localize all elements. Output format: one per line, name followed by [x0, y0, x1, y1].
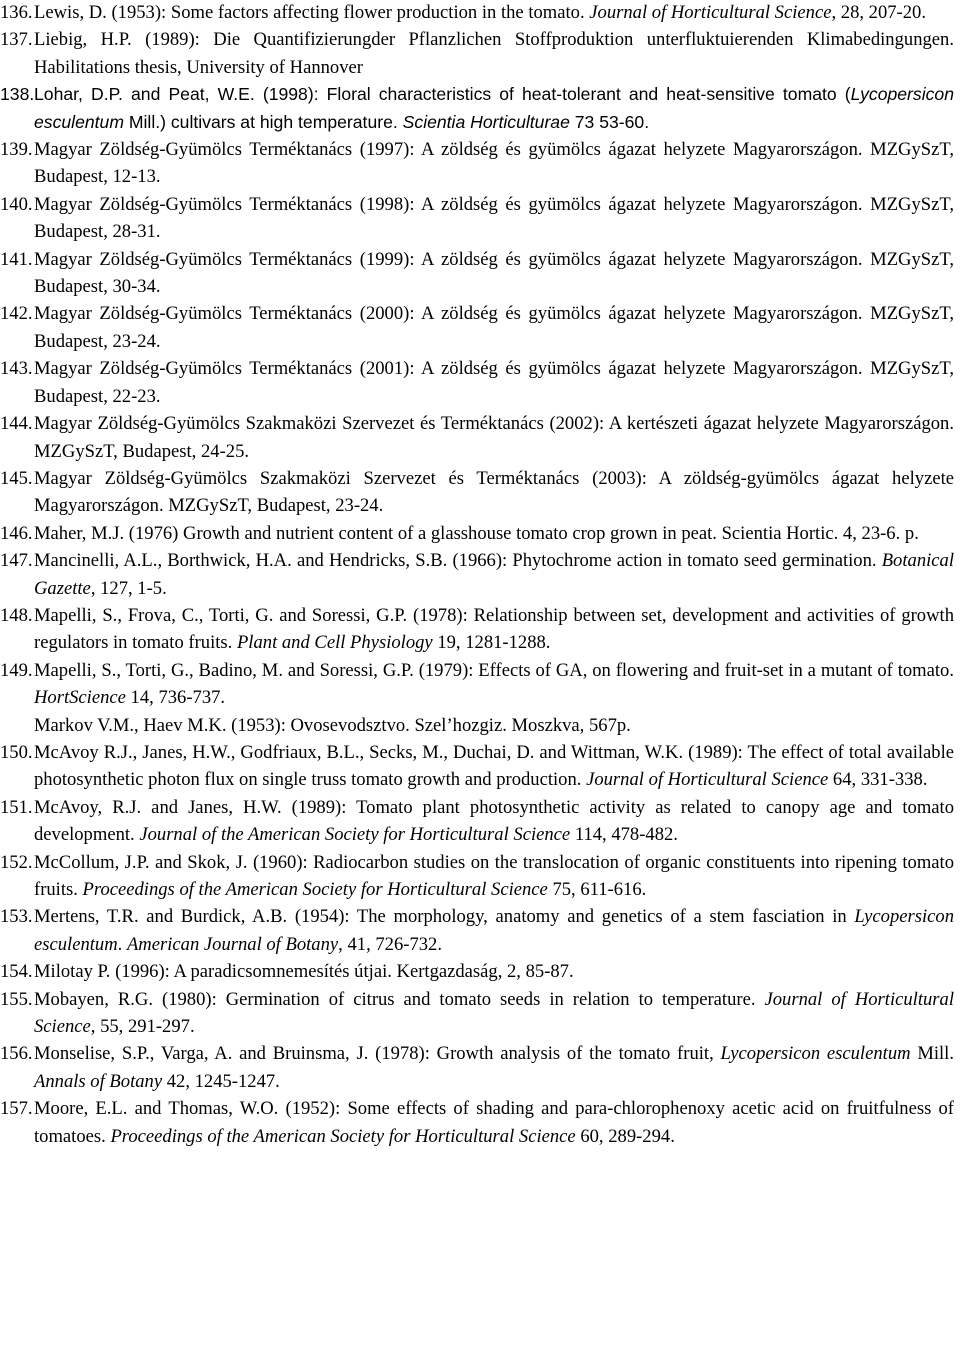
reference-number: 148. [0, 604, 33, 626]
reference-text: Magyar Zöldség-Gyümölcs Terméktanács (1999): A zöldség és gyümölcs ágazat helyzete Magyarországon. MZGySzT, Budapest, 30-34. [34, 248, 954, 298]
reference-text: , 28, 207-20. [831, 2, 926, 23]
reference-number: 137. [0, 29, 33, 51]
reference-title-italic: Proceedings of the American Society for Horticultural Science [110, 1125, 576, 1147]
reference-number: 150. [0, 741, 33, 763]
reference-entry [0, 903, 954, 958]
reference-title-italic: Journal of Horticultural Science [586, 769, 829, 791]
reference-text: . [117, 933, 127, 955]
reference-text: McCollum, J.P. and Skok, J. (1960): Radiocarbon studies on the translocation of organic constituents into ripening tomato fruits. [34, 851, 954, 900]
reference-text: Mertens, T.R. and Burdick, A.B. (1954): The morphology, anatomy and genetics of a stem fasciation in [34, 906, 855, 928]
reference-number: 156. [0, 1043, 33, 1065]
reference-number: 142. [0, 303, 33, 325]
reference-text: Magyar Zöldség-Gyümölcs Terméktanács (2001): A zöldség és gyümölcs ágazat helyzete Magyarországon. MZGySzT, Budapest, 22-23. [34, 358, 954, 407]
reference-text: Markov V.M., Haev M.K. (1953): Ovosevodsztvo. Szel’hozgiz. Moszkva, 567p. [34, 714, 631, 736]
reference-entry [0, 986, 954, 1041]
reference-number: 153. [0, 906, 33, 928]
reference-entry [0, 958, 954, 985]
reference-text: 73 53-60. [569, 111, 650, 132]
reference-text: 42, 1245-1247. [162, 1070, 280, 1092]
reference-number: 155. [0, 988, 33, 1010]
reference-entry [0, 26, 954, 81]
reference-entry [0, 657, 954, 712]
reference-number: 152. [0, 851, 33, 873]
reference-text: , 55, 291-297. [90, 1016, 195, 1038]
reference-entry [0, 136, 954, 191]
reference-text: Mapelli, S., Frova, C., Torti, G. and Soressi, G.P. (1978): Relationship between set, development and activities of growth regulators in tomato fruits. [34, 604, 954, 654]
reference-text: 14, 736-737. [125, 687, 226, 709]
reference-text: Milotay P. (1996): A paradicsomnemesítés útjai. Kertgazdaság, 2, 85-87. [34, 961, 574, 983]
reference-number: 146. [0, 522, 33, 544]
reference-text: 64, 331-338. [828, 769, 928, 791]
reference-title-italic: Plant and Cell Physiology [236, 632, 433, 654]
reference-entry [0, 300, 954, 355]
reference-text: 75, 611-616. [547, 879, 647, 900]
reference-text: Mobayen, R.G. (1980): Germination of citrus and tomato seeds in relation to temperature. [34, 988, 765, 1010]
reference-text: Mapelli, S., Torti, G., Badino, M. and Soressi, G.P. (1979): Effects of GA, on flowering and fruit-set in a mutant of tomato. [34, 659, 954, 681]
reference-number: 154. [0, 961, 33, 983]
reference-number: 147. [0, 550, 33, 572]
reference-entry [0, 520, 954, 547]
reference-number: 140. [0, 193, 33, 215]
reference-title-italic: Lycopersicon esculentum [720, 1043, 911, 1065]
reference-text: 19, 1281-1288. [432, 632, 551, 654]
reference-entry [0, 602, 954, 657]
reference-entry [0, 0, 954, 26]
reference-text: Magyar Zöldség-Gyümölcs Szakmaközi Szervezet és Terméktanács (2003): A zöldség-gyümölcs ágazat helyzete Magyarországon. MZGySzT, Budapest, 23-24. [34, 467, 954, 517]
reference-title-italic: Lycopersicon esculentum [34, 906, 954, 955]
reference-text: , 127, 1-5. [90, 577, 167, 599]
reference-entry [0, 794, 954, 849]
reference-text: Mancinelli, A.L., Borthwick, H.A. and Hendricks, S.B. (1966): Phytochrome action in tomato seed germination. [34, 550, 882, 572]
reference-entry [0, 81, 954, 136]
reference-number: 144. [0, 413, 33, 435]
reference-text: Lohar, D.P. and Peat, W.E. (1998): Floral characteristics of heat-tolerant and heat-sensitive tomato ( [34, 84, 851, 105]
reference-number: 157. [0, 1098, 33, 1120]
reference-entry [0, 191, 954, 246]
reference-entry [0, 410, 954, 465]
reference-text: Lewis, D. (1953): Some factors affecting flower production in the tomato. [34, 2, 590, 23]
reference-title-italic: Scientia Horticulturae [402, 111, 570, 132]
reference-entry [0, 1095, 954, 1150]
reference-number: 136. [0, 2, 33, 23]
reference-entry [0, 739, 954, 794]
reference-number: 141. [0, 248, 33, 270]
reference-entry [0, 465, 954, 520]
reference-number: 139. [0, 139, 33, 161]
reference-text: McAvoy, R.J. and Janes, H.W. (1989): Tomato plant photosynthetic activity as related to canopy age and tomato development. [34, 796, 954, 846]
reference-text: Liebig, H.P. (1989): Die Quantifizierungder Pflanzlichen Stoffproduktion unterfluktuierenden Klimabedingungen. Habilitations thesis, University of Hannover [34, 29, 954, 78]
reference-entry [0, 849, 954, 904]
reference-entry [0, 547, 954, 602]
reference-entry [0, 246, 954, 301]
reference-text: 114, 478-482. [570, 824, 678, 846]
reference-text: Magyar Zöldség-Gyümölcs Terméktanács (1997): A zöldség és gyümölcs ágazat helyzete Magyarországon. MZGySzT, Budapest, 12-13. [34, 139, 954, 188]
reference-text: 60, 289-294. [575, 1125, 675, 1147]
reference-number: 143. [0, 358, 33, 380]
reference-number: 138. [0, 84, 35, 105]
reference-title-italic: Lycopersicon esculentum [34, 84, 954, 132]
reference-title-italic: American Journal of Botany [126, 933, 339, 955]
reference-text: Magyar Zöldség-Gyümölcs Terméktanács (2000): A zöldség és gyümölcs ágazat helyzete Magyarországon. MZGySzT, Budapest, 23-24. [34, 303, 954, 352]
reference-number: 145. [0, 467, 33, 489]
reference-entry [0, 1040, 954, 1095]
reference-title-italic: Proceedings of the American Society for Horticultural Science [82, 879, 548, 900]
reference-text: , 41, 726-732. [338, 933, 442, 955]
reference-text: Moore, E.L. and Thomas, W.O. (1952): Some effects of shading and para-chlorophenoxy acetic acid on fruitfulness of tomatoes. [34, 1098, 954, 1147]
reference-entry [34, 712, 954, 739]
reference-number: 149. [0, 659, 33, 681]
reference-text: Magyar Zöldség-Gyümölcs Szakmaközi Szervezet és Terméktanács (2002): A kertészeti ágazat helyzete Magyarországon. MZGySzT, Budapest, 24-25. [34, 413, 954, 462]
reference-text: Mill.) cultivars at high temperature. [123, 111, 403, 132]
reference-title-italic: Annals of Botany [34, 1070, 163, 1092]
reference-text: Monselise, S.P., Varga, A. and Bruinsma, J. (1978): Growth analysis of the tomato fruit, [34, 1043, 721, 1065]
reference-title-italic: Botanical Gazette [34, 550, 954, 599]
reference-entry [0, 355, 954, 410]
reference-number: 151. [0, 796, 33, 818]
reference-title-italic: Journal of Horticultural Science [589, 2, 832, 23]
reference-text: Magyar Zöldség-Gyümölcs Terméktanács (1998): A zöldség és gyümölcs ágazat helyzete Magyarországon. MZGySzT, Budapest, 28-31. [34, 193, 954, 243]
reference-title-italic: Journal of the American Society for Horticultural Science [139, 824, 571, 846]
reference-title-italic: HortScience [34, 687, 126, 709]
reference-text: Maher, M.J. (1976) Growth and nutrient content of a glasshouse tomato crop grown in peat. Scientia Hortic. 4, 23-6. p. [34, 522, 919, 544]
reference-title-italic: Journal of Horticultural Science [34, 988, 954, 1038]
reference-text: McAvoy R.J., Janes, H.W., Godfriaux, B.L., Secks, M., Duchai, D. and Wittman, W.K. (1989): The effect of total available photosynthetic photon flux on single truss tomato growth and production. [34, 741, 954, 791]
reference-text: Mill. [910, 1043, 954, 1065]
